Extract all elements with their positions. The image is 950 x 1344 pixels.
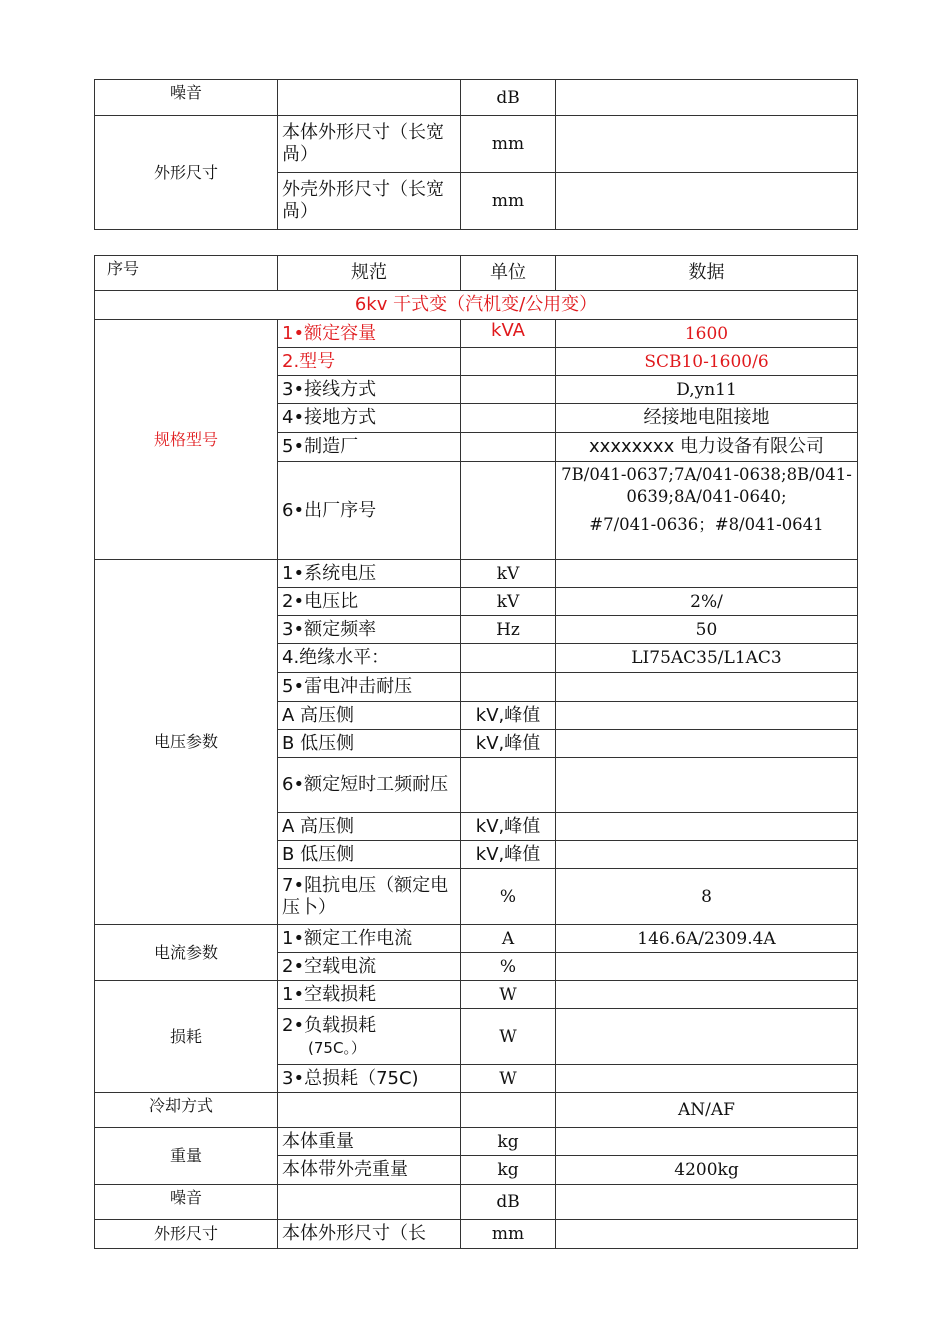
spec-cell: 1•额定工作电流 [278,925,461,953]
model-label: 规格型号 [95,320,278,560]
unit-cell: kg [461,1156,556,1185]
unit-cell: % [461,953,556,981]
table-row [95,560,858,588]
header-row [95,256,858,291]
spec-cell: 本体重量 [278,1128,461,1156]
serial-line-1: 7B/041-0637;7A/041-0638;8B/041-0639;8A/041-0640; [561,465,852,506]
spec-cell: 4•接地方式 [278,404,461,433]
data-cell: AN/AF [556,1093,858,1128]
section-title-row [95,291,858,320]
header-no: 序号 [95,256,278,291]
data-cell: SCB10-1600/6 [556,348,858,376]
data-cell: LI75AC35/L1AC3 [556,644,858,673]
noise-label: 噪音 [95,1185,278,1220]
spec-cell: B 低压侧 [278,730,461,758]
data-cell: 4200kg [556,1156,858,1185]
unit-cell: mm [461,116,556,173]
table-top [94,79,858,230]
spec-cell: A 高压侧 [278,813,461,841]
unit-cell: kV,峰值 [461,841,556,869]
spec-cell: 外壳外形尺寸（长宽咼） [278,173,461,230]
data-cell: 1600 [556,320,858,348]
spec-cell: B 低压侧 [278,841,461,869]
unit-cell: kV,峰值 [461,813,556,841]
data-cell: 8 [556,869,858,925]
unit-cell: kV,峰值 [461,702,556,730]
unit-cell: kg [461,1128,556,1156]
unit-cell: W [461,981,556,1009]
data-cell: 2%/ [556,588,858,616]
serial-line-2: #7/041-0636；#8/041-0641 [589,515,824,534]
weight-label: 重量 [95,1128,278,1185]
unit-cell: kVA [461,320,556,348]
spec-cell: 5•制造厂 [278,433,461,462]
table-row [95,1128,858,1156]
section-title: 6kv 干式变（汽机变/公用变） [95,291,858,320]
table-row [95,1093,858,1128]
spec-cell: 1•空载损耗 [278,981,461,1009]
data-cell: xxxxxxxx 电力设备有限公司 [556,433,858,462]
table-main [94,255,858,1249]
noise-label: 噪音 [95,80,278,116]
spec-cell: 本体外形尺寸（长 [278,1220,461,1249]
spec-cell: 本体带外壳重量 [278,1156,461,1185]
spec-cell: 5•雷电冲击耐压 [278,673,461,702]
dimensions-label: 外形尺寸 [95,116,278,230]
data-cell [556,462,858,560]
spec-cell: 3•接线方式 [278,376,461,404]
table-row [95,925,858,953]
spec-cell: 2.型号 [278,348,461,376]
spec-cell: 1•系统电压 [278,560,461,588]
spec-cell: 1•额定容量 [278,320,461,348]
current-label: 电流参数 [95,925,278,981]
header-data: 数据 [556,256,858,291]
table-row [95,1185,858,1220]
dimensions-label: 外形尺寸 [95,1220,278,1249]
spec-cell: 6•额定短时工频耐压 [278,758,461,813]
table-row [95,320,858,348]
data-cell: 50 [556,616,858,644]
unit-cell: dB [461,80,556,116]
unit-cell: dB [461,1185,556,1220]
unit-cell: kV [461,588,556,616]
data-cell: 146.6A/2309.4A [556,925,858,953]
table-row [95,981,858,1009]
cooling-label: 冷却方式 [95,1093,278,1128]
header-unit: 单位 [461,256,556,291]
spec-cell: 本体外形尺寸（长宽咼） [278,116,461,173]
unit-cell: W [461,1065,556,1093]
loss-label: 损耗 [95,981,278,1093]
header-spec: 规范 [278,256,461,291]
spec-cell: 2•电压比 [278,588,461,616]
table-row [95,116,858,173]
unit-cell: mm [461,173,556,230]
unit-cell: kV [461,560,556,588]
spec-cell: 4.绝缘水平： [278,644,461,673]
unit-cell: A [461,925,556,953]
spec-cell: A 高压侧 [278,702,461,730]
data-cell: 经接地电阻接地 [556,404,858,433]
voltage-label: 电压参数 [95,560,278,925]
unit-cell: kV,峰值 [461,730,556,758]
spec-cell: 2•空载电流 [278,953,461,981]
unit-cell: mm [461,1220,556,1249]
spec-text: 2•负载损耗 [282,1014,377,1036]
data-cell: D,yn11 [556,376,858,404]
spec-cell: 3•额定频率 [278,616,461,644]
spec-cell: 7•阻抗电压（额定电压卜） [278,869,461,925]
spec-cell [278,1009,461,1065]
spec-cell: 3•总损耗（75C) [278,1065,461,1093]
unit-cell: % [461,869,556,925]
table-row [95,1220,858,1249]
spec-note: (75C。） [308,1038,366,1057]
unit-cell: Hz [461,616,556,644]
spec-cell: 6•出厂序号 [278,462,461,560]
table-row [95,80,858,116]
unit-cell: W [461,1009,556,1065]
